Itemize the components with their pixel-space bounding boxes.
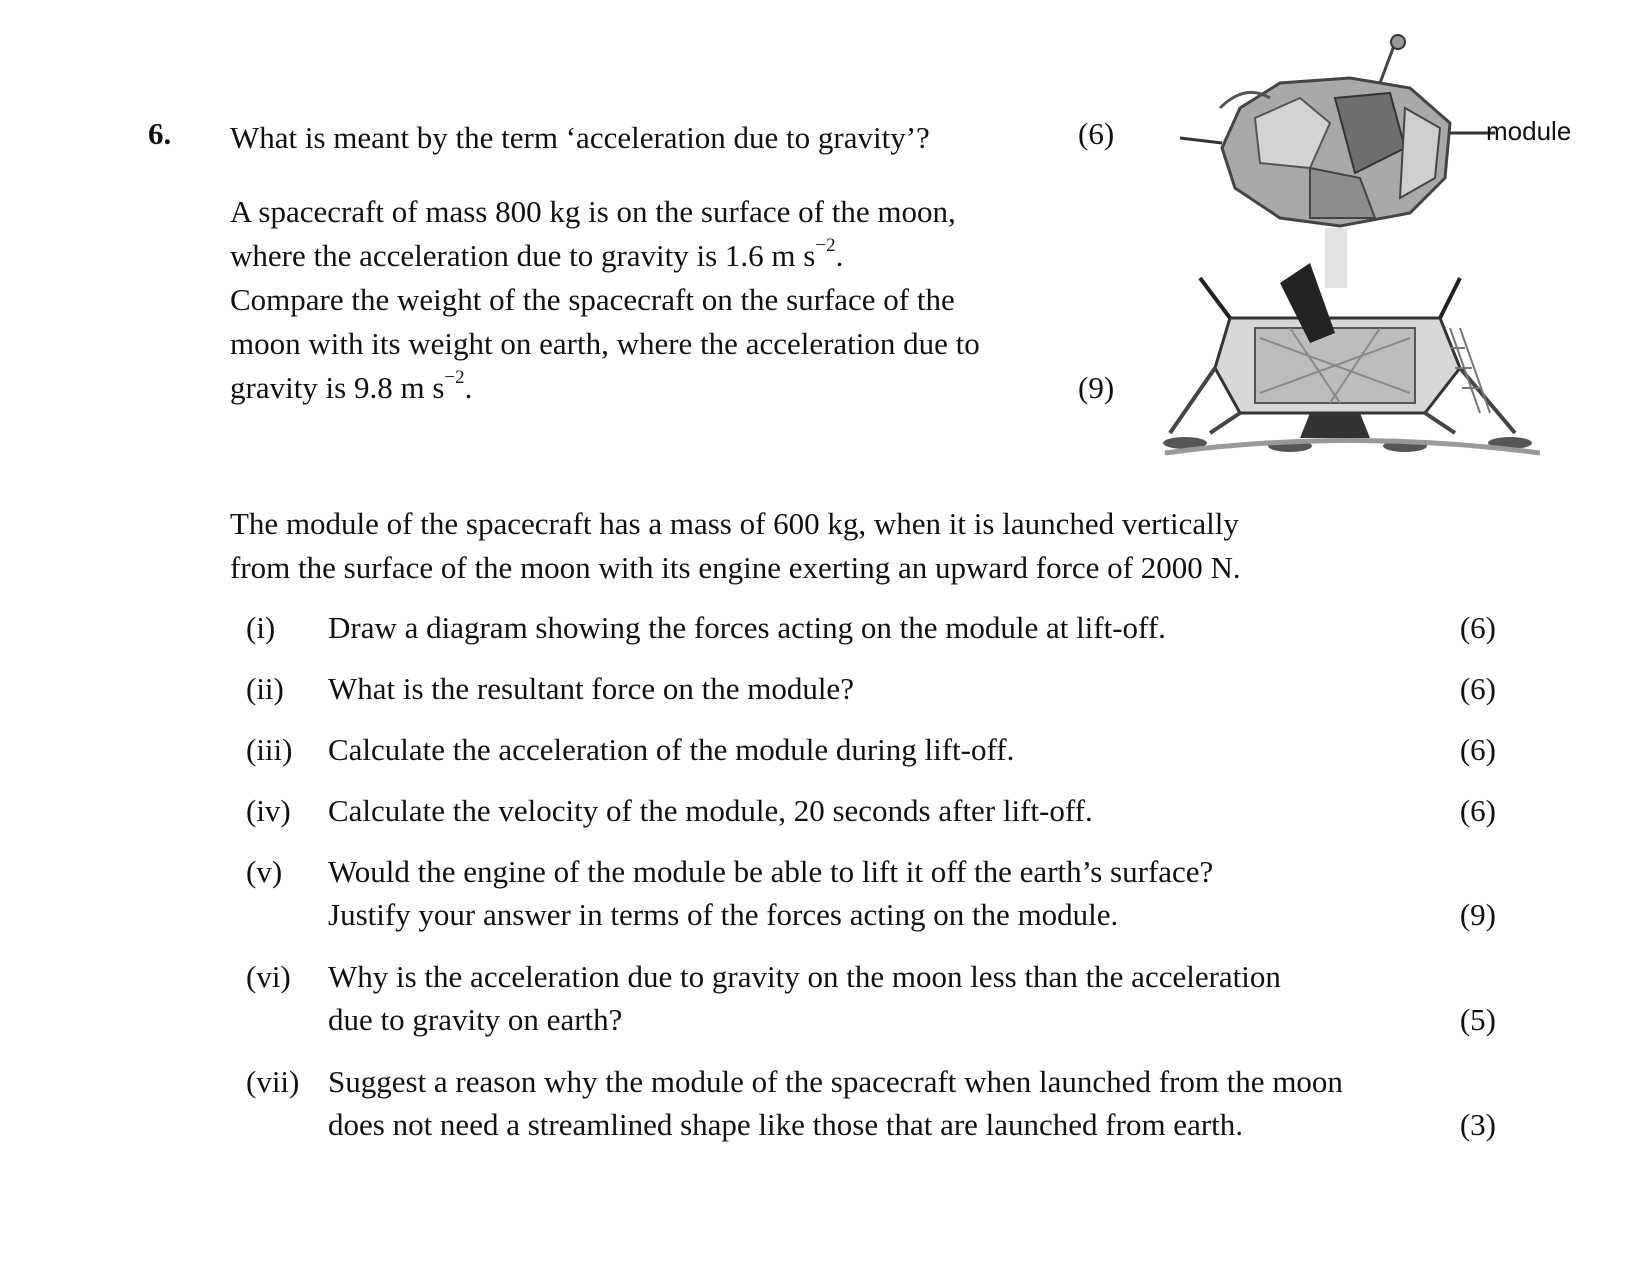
lunar-module-illustration	[1160, 28, 1540, 488]
subpart-text: Suggest a reason why the module of the spacecraft when launched from the moon does not need a streamlined shape like those that are launched from earth.	[328, 1064, 1343, 1142]
part-c-paragraph	[230, 502, 1241, 590]
part-b-line3: Compare the weight of the spacecraft on the surface of the	[230, 282, 955, 317]
subpart-marks: (3)	[1459, 1107, 1496, 1142]
part-c-line2: from the surface of the moon with its engine exerting an upward force of 2000 N.	[230, 550, 1241, 585]
subpart-number: (vi)	[246, 959, 291, 994]
subpart-text: Why is the acceleration due to gravity on the moon less than the acceleration due to gravity on earth?	[328, 959, 1281, 1037]
subpart-number: (ii)	[246, 671, 284, 706]
subpart-marks: (6)	[1459, 610, 1496, 645]
ascent-module-graphic	[1180, 35, 1495, 226]
part-b-line1: A spacecraft of mass 800 kg is on the surface of the moon,	[230, 194, 956, 229]
part-a-text: What is meant by the term ‘acceleration due to gravity’?	[230, 120, 930, 155]
subpart-text: Calculate the acceleration of the module during lift-off.	[328, 732, 1015, 767]
subpart-number: (iii)	[246, 732, 293, 767]
part-a-marks: (6)	[1078, 116, 1115, 151]
subpart-text: Would the engine of the module be able to lift it off the earth’s surface? Justify your answer in terms of the forces acting on the module.	[328, 854, 1214, 932]
subpart-iv	[246, 789, 1496, 832]
subpart-number: (v)	[246, 854, 283, 889]
part-b-line5: gravity is 9.8 m $s^{-2}$.	[230, 366, 473, 405]
descent-stage-graphic	[1163, 263, 1540, 453]
subpart-marks: (5)	[1459, 1002, 1496, 1037]
subpart-vi	[246, 955, 1496, 1041]
subpart-text: Draw a diagram showing the forces acting on the module at lift-off.	[328, 610, 1166, 645]
question-number: 6.	[148, 116, 172, 151]
subpart-text: What is the resultant force on the module?	[328, 671, 854, 706]
part-b-line2: where the acceleration due to gravity is 1.6 m $s^{-2}$.	[230, 234, 844, 273]
subpart-marks: (6)	[1459, 671, 1496, 706]
subpart-iii	[246, 728, 1496, 771]
part-b-marks: (9)	[1078, 370, 1115, 405]
subpart-vii	[246, 1060, 1496, 1146]
exhaust-graphic	[1325, 228, 1347, 288]
part-c-line1: The module of the spacecraft has a mass of 600 kg, when it is launched vertically	[230, 506, 1239, 541]
subpart-marks: (6)	[1459, 732, 1496, 767]
subpart-text: Calculate the velocity of the module, 20 seconds after lift-off.	[328, 793, 1093, 828]
subpart-i	[246, 606, 1496, 649]
module-label: module	[1486, 116, 1572, 146]
subpart-ii	[246, 667, 1496, 710]
subpart-marks: (9)	[1459, 897, 1496, 932]
part-b-paragraph	[230, 190, 980, 410]
subpart-v	[246, 850, 1496, 936]
subpart-number: (iv)	[246, 793, 291, 828]
subpart-number: (i)	[246, 610, 276, 645]
subpart-number: (vii)	[246, 1064, 300, 1099]
subpart-marks: (6)	[1459, 793, 1496, 828]
part-b-line4: moon with its weight on earth, where the acceleration due to	[230, 326, 980, 361]
